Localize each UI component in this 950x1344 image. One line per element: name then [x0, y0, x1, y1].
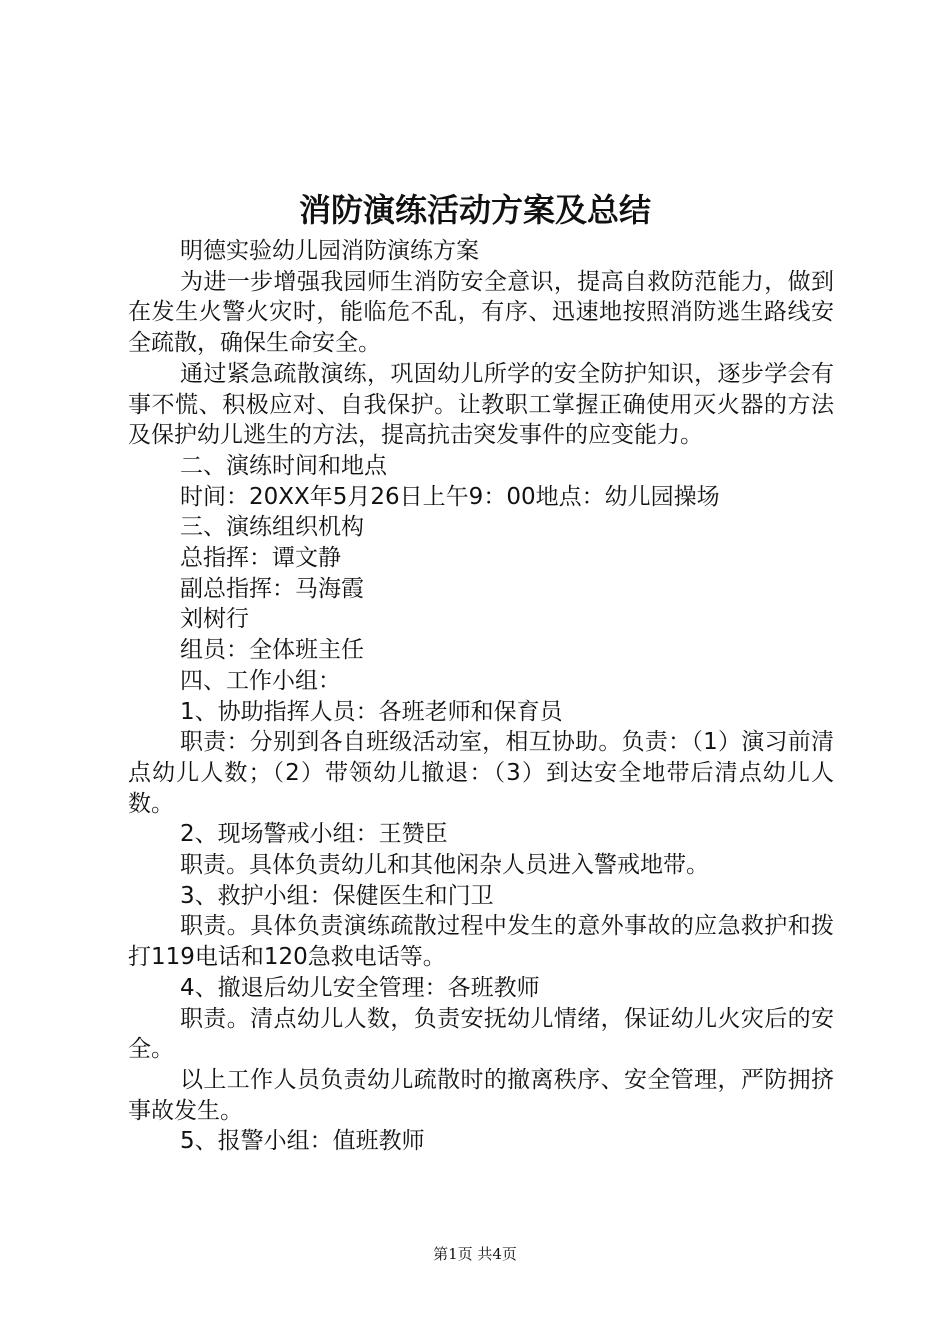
paragraph-goals: 通过紧急疏散演练，巩固幼儿所学的安全防护知识，逐步学会有事不慌、积极应对、自我保护。让教职工掌握正确使用灭火器的方法及保护幼儿逃生的方法，提高抗击突发事件的应变能力。 [128, 360, 834, 449]
paragraph-time-place: 时间：20XX年5月26日上午9：00地点：幼儿园操场 [180, 483, 720, 510]
paragraph-commander: 总指挥：谭文静 [180, 545, 341, 572]
paragraph-deputy-commander: 副总指挥：马海霞 [180, 575, 364, 602]
paragraph-purpose: 为进一步增强我园师生消防安全意识，提高自救防范能力，做到在发生火警火灾时，能临危不乱，有序、迅速地按照消防逃生路线安全疏散，确保生命安全。 [128, 268, 834, 357]
paragraph-deputy-commander-2: 刘树行 [180, 606, 249, 633]
paragraph-assist-duties: 职责：分别到各自班级活动室，相互协助。负责：（1）演习前清点幼儿人数；（2）带领幼儿撤退：（3）到达安全地带后清点幼儿人数。 [128, 729, 834, 817]
paragraph-assist-group: 1、协助指挥人员：各班老师和保育员 [180, 698, 563, 725]
paragraph-safety-duties: 职责。清点幼儿人数，负责安抚幼儿情绪，保证幼儿火灾后的安全。 [128, 1005, 834, 1063]
paragraph-alarm-group: 5、报警小组：值班教师 [180, 1128, 425, 1155]
paragraph-rescue-duties: 职责。具体负责演练疏散过程中发生的意外事故的应急救护和拨打119电话和120急救电话等。 [128, 913, 834, 971]
page-footer: 第1页 共4页 [433, 1245, 517, 1263]
paragraph-members: 组员：全体班主任 [180, 637, 364, 664]
heading-time-place: 二、演练时间和地点 [180, 452, 387, 479]
document-title: 消防演练活动方案及总结 [298, 191, 651, 229]
heading-organization: 三、演练组织机构 [180, 514, 364, 541]
paragraph-staff-responsibility: 以上工作人员负责幼儿疏散时的撤离秩序、安全管理，严防拥挤事故发生。 [128, 1066, 834, 1124]
heading-work-groups: 四、工作小组： [180, 667, 341, 694]
document-body [128, 236, 834, 1157]
paragraph-school-plan-name: 明德实验幼儿园消防演练方案 [180, 238, 479, 264]
paragraph-safety-group: 4、撤退后幼儿安全管理：各班教师 [180, 974, 540, 1001]
paragraph-guard-group: 2、现场警戒小组：王赞臣 [180, 821, 448, 848]
paragraph-guard-duties: 职责。具体负责幼儿和其他闲杂人员进入警戒地带。 [180, 852, 709, 879]
paragraph-rescue-group: 3、救护小组：保健医生和门卫 [180, 882, 494, 909]
